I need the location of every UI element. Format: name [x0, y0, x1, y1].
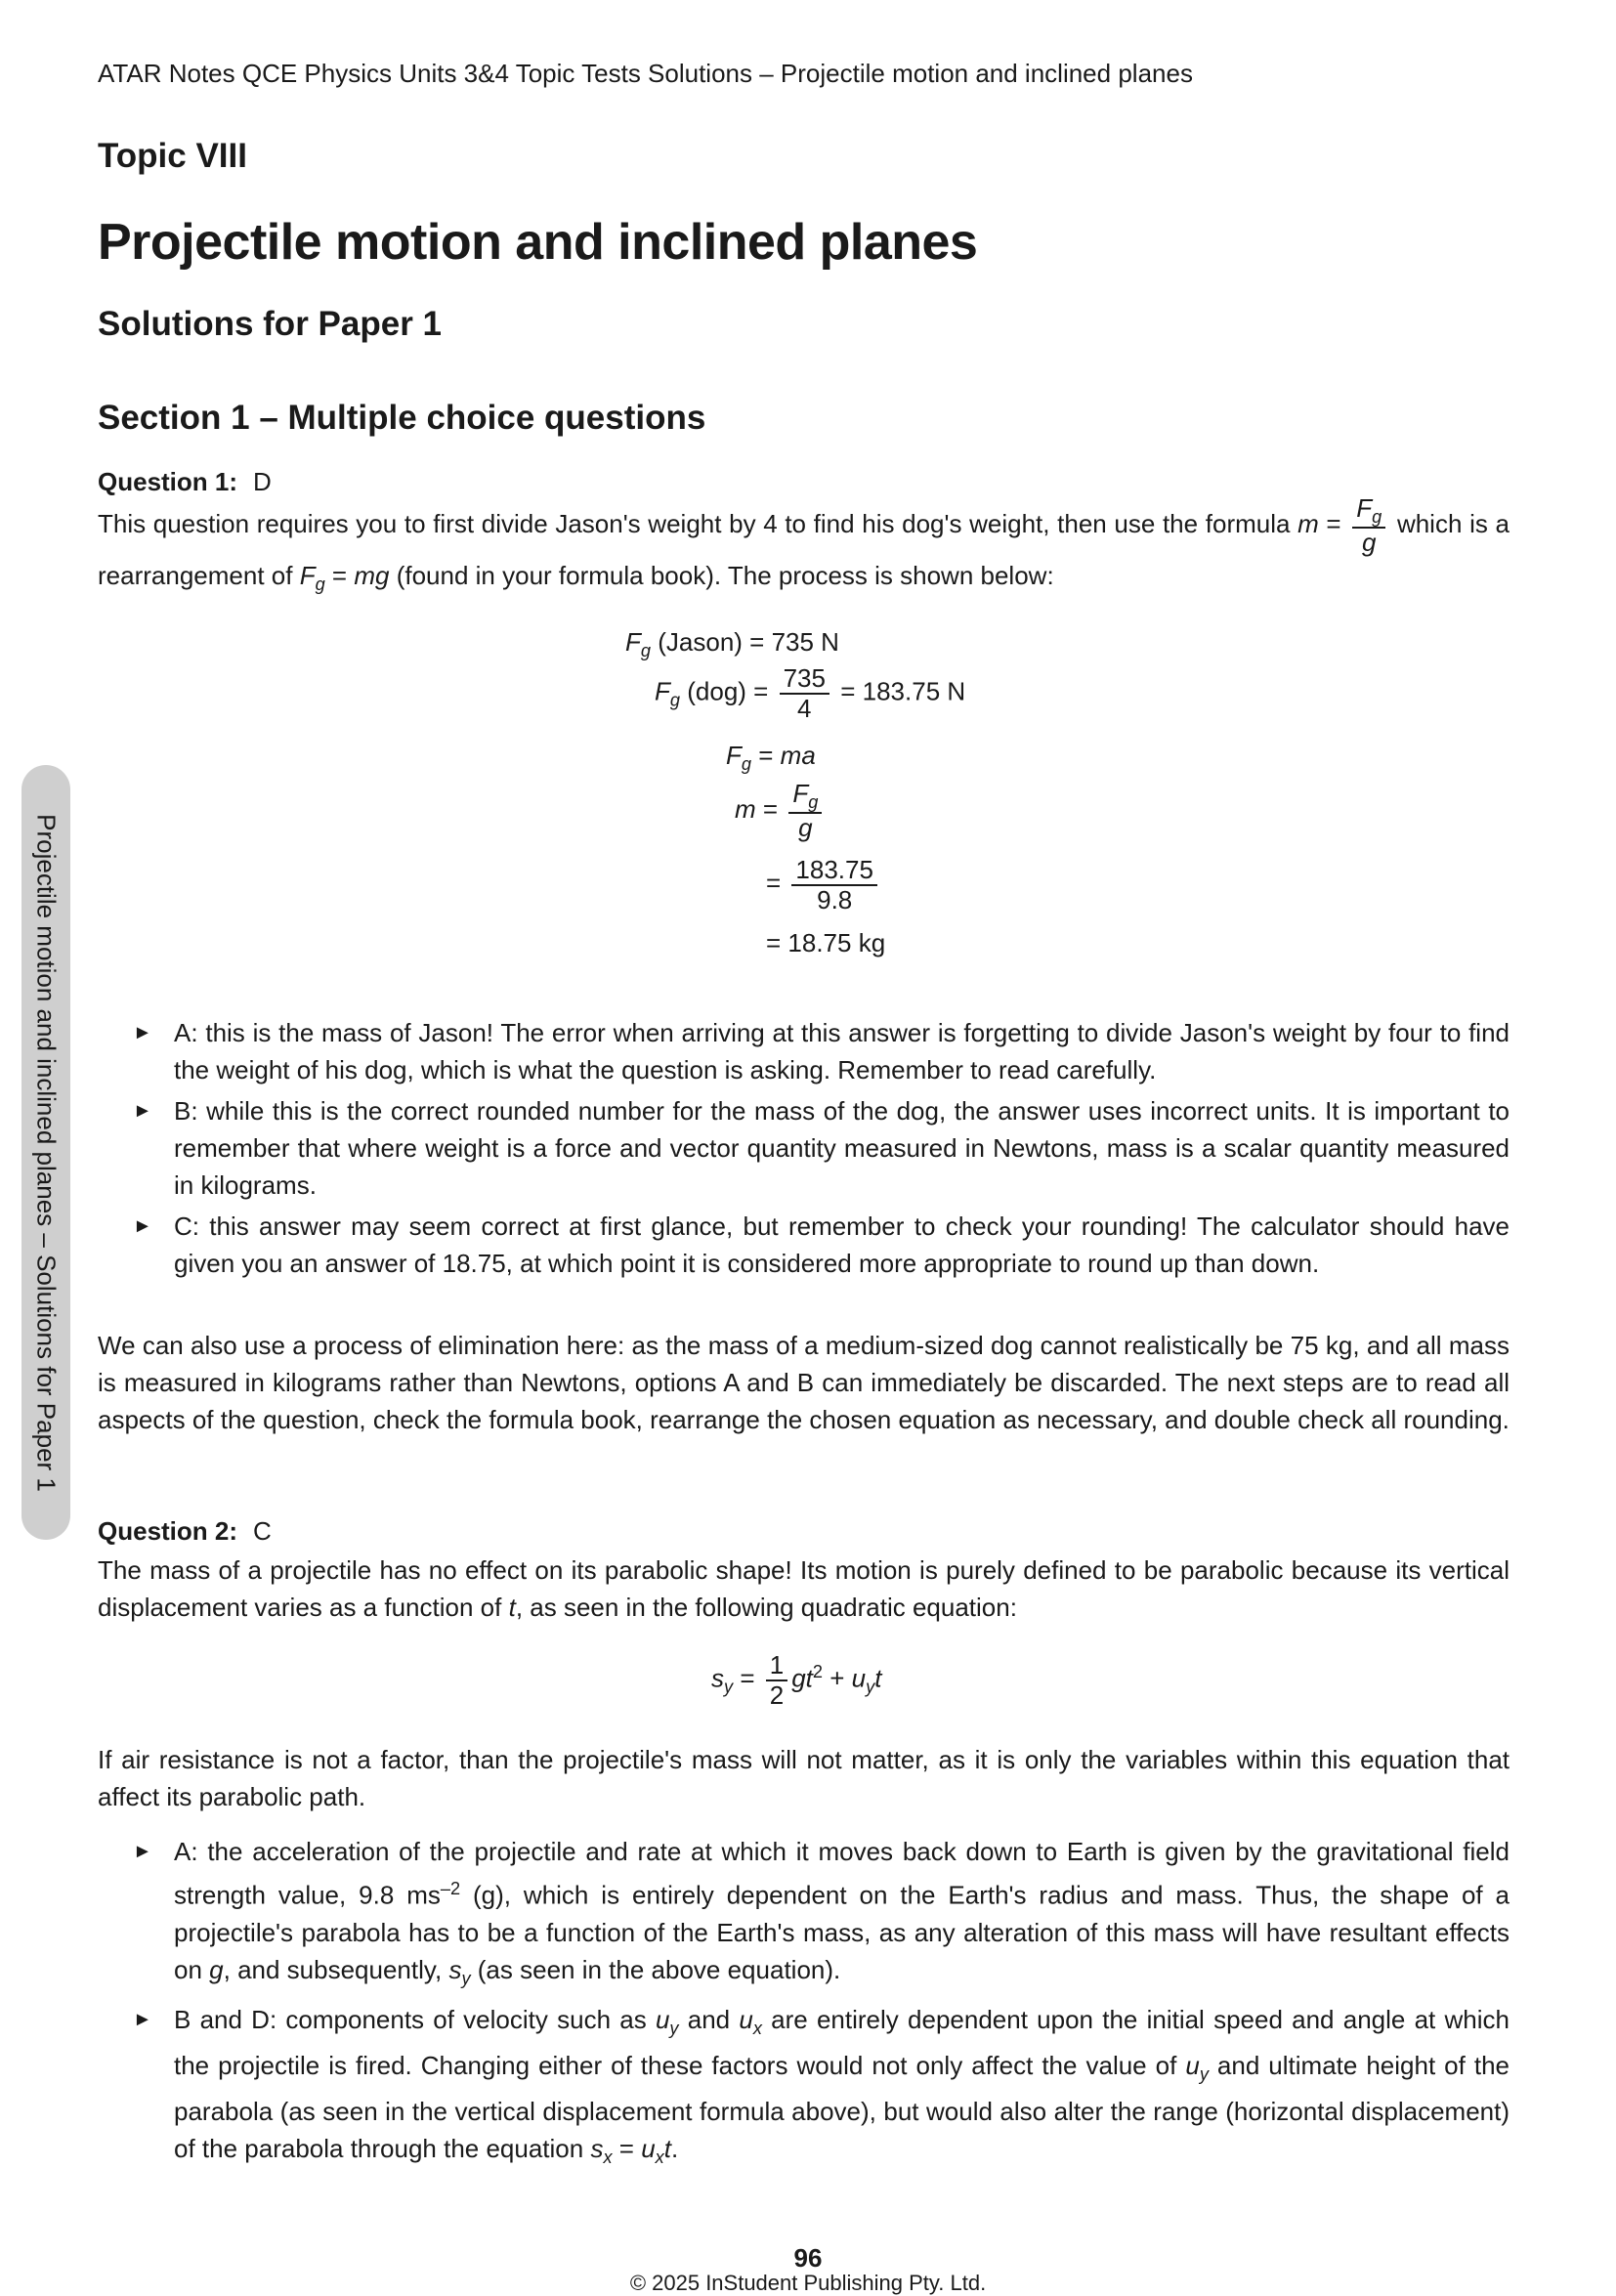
q1-bullet-c-text: C: this answer may seem correct at first glance, but remember to check your rounding! The calculator should have given you an answer of 18.75, at which point it is considered more appropriate to round up than down. [174, 1212, 1510, 1278]
question-2-heading [98, 1516, 272, 1547]
arrow-bullet-icon: ► [133, 2008, 152, 2030]
side-tab [21, 765, 70, 1540]
arrow-bullet-icon: ► [133, 1100, 152, 1122]
working-line-5: = $\frac{183.75}{9.8}$ [766, 856, 881, 914]
fraction-183-denominator: 9.8 [817, 884, 853, 914]
arrow-bullet-icon: ► [133, 1022, 152, 1043]
question-1-answer: D [253, 467, 272, 496]
q2-bullet-a-text-2: (g), which is entirely dependent on the Earth's radius and mass. Thus, the shape of a projectile's parabola has to be a function of the Earth's mass, as any alteration of this mass will have resultant effects on [174, 1880, 1510, 1984]
list-item [133, 1092, 1510, 1204]
fraction-735-over-4 [780, 664, 829, 722]
q1-bullet-a-text: A: this is the mass of Jason! The error when arriving at this answer is forgetting to divide Jason's weight by four to find the weight of his dog, which is what the question is asking. Remember to read carefully. [174, 1018, 1510, 1084]
working-line-3: $F_g$ = ma [726, 741, 816, 775]
question-1-heading [98, 467, 272, 497]
q2-bullet-bd-text-3: are entirely dependent upon the initial speed and angle at which the projectile is fired. Changing either of these factors would not only affect the value of [174, 2004, 1510, 2081]
list-item: ► A: the acceleration of the projectile and rate at which it moves back down to Earth is given by the gravitational field strength value, 9.8 $ms^{-2}$ (g), which is entirely dependent on the Earth's radius and mass. Thus, the shape of a projectile's parabola has to be a function of the Earth's mass, as any alteration of this mass will have resultant effects on g, and subsequently, $s_y$ (as seen in the above equation). [133, 1833, 1510, 1997]
fraction-fg-over-g-working: $\frac{F_g}{g}$ [788, 780, 822, 842]
topic-label: Topic VIII [98, 137, 247, 175]
q2-bullet-bd-text-2: and [687, 2004, 731, 2034]
fraction-183-numerator: 183.75 [791, 856, 877, 886]
side-tab-label: Projectile motion and inclined planes – Solutions for Paper 1 [31, 813, 62, 1492]
q2-bullet-a-text-4: (as seen in the above equation). [477, 1954, 841, 1984]
question-2-bullets [133, 1833, 1510, 2180]
question-2-intro: The mass of a projectile has no effect on its parabolic shape! Its motion is purely defined to be parabolic because its vertical displacement varies as a function of t, as seen in the following quadratic equation: [98, 1555, 1510, 1622]
question-1-bullets [133, 1014, 1510, 1286]
fraction-one-half: $\frac{1}{2}$ [766, 1651, 787, 1709]
arrow-bullet-icon: ► [133, 1215, 152, 1237]
q1-intro-rearrangement: is a rearrangement of [98, 508, 1510, 590]
q1-bullet-b-text: B: while this is the correct rounded number for the mass of the dog, the answer uses incorrect units. It is important to remember that where weight is a force and vector quantity measured in Newtons, mass is a scalar quantity measured in kilograms. [174, 1096, 1510, 1200]
copyright: © 2025 InStudent Publishing Pty. Ltd. [629, 2271, 987, 2295]
arrow-bullet-icon: ► [133, 1841, 152, 1862]
working-line-4: m = $\frac{F_g}{g}$ [735, 780, 826, 842]
question-2-label: Question 2: [98, 1516, 238, 1546]
running-head: ATAR Notes QCE Physics Units 3&4 Topic Tests Solutions – Projectile motion and inclined planes [98, 59, 1193, 88]
list-item [133, 1208, 1510, 1282]
question-2-after-equation: If air resistance is not a factor, than the projectile's mass will not matter, as it is only the variables within this equation that affect its parabolic path. [98, 1745, 1510, 1811]
question-1-elimination: We can also use a process of elimination here: as the mass of a medium-sized dog cannot realistically be 75 kg, and all mass is measured in kilograms rather than Newtons, options A and B can immediately be discarded. The next steps are to read all aspects of the question, check the formula book, rearrange the chosen equation as necessary, and double check all rounding. [98, 1331, 1510, 1434]
q2-bullet-bd-text-1: B and D: components of velocity such as [174, 2004, 647, 2034]
page-subtitle: Solutions for Paper 1 [98, 305, 442, 343]
page-title: Projectile motion and inclined planes [98, 214, 978, 271]
working-line-1: $F_g$ (Jason) = 735 N [625, 627, 839, 661]
working-line-2-result: = 183.75 N [840, 676, 966, 706]
list-item: ► B and D: components of velocity such as $u_y$ and $u_x$ are entirely dependent upon the initial speed and angle at which the projectile is fired. Changing either of these factors would not only affect the value of $u_y$ and ultimate height of the parabola (as seen in the vertical displacement formula above), but would also alter the range (horizontal displacement) of the parabola through the equation $s_x = u_xt$. [133, 2001, 1510, 2177]
page-number: 96 [793, 2243, 823, 2273]
question-1-label: Question 1: [98, 467, 238, 496]
vertical-displacement-equation: $s_y$ = $\frac{1}{2}$ $gt^2 + u_yt$ [711, 1650, 882, 1710]
q1-intro-which: which [1396, 508, 1463, 538]
section-heading: Section 1 – Multiple choice questions [98, 399, 706, 437]
question-2-answer: C [253, 1516, 272, 1546]
q2-bullet-a-text-3: , and subsequently, [223, 1954, 443, 1984]
fraction-735-denominator: 4 [797, 693, 812, 723]
fraction-735-numerator: 735 [780, 664, 829, 695]
working-line-6-text: = 18.75 kg [766, 928, 886, 957]
q1-intro-process: (found in your formula book). The process is shown below: [396, 560, 1054, 590]
q2-bullet-bd-text-4: and ultimate height of the parabola (as seen in the vertical displacement formula above), but would also alter the range (horizontal displacement) of the parabola through the equation [174, 2051, 1510, 2164]
q2-bullet-a-text-1: A: the acceleration of the projectile and rate at which it moves back down to Earth is given by the gravitational field strength value, 9.8 ms [174, 1837, 1510, 1910]
working-line-6 [766, 928, 885, 958]
working-line-2: $F_g$ (dog) = $\frac{735}{4}$ = 183.75 N [655, 663, 966, 723]
q2-intro-tail: , as seen in the following quadratic equation: [515, 1593, 1017, 1622]
working-line-2-text: (dog) = [687, 676, 769, 706]
question-1-intro: This question requires you to first divide Jason's weight by 4 to find his dog's weight, then use the formula m = $\frac{F_g}{g}$ which is a rearrangement of $F_g$ = mg (found in your formula book). The process is shown below: [98, 493, 1510, 594]
working-line-1-text: (Jason) = 735 N [658, 627, 839, 657]
fraction-183-over-9-8 [791, 856, 877, 914]
fraction-fg-over-g: $\frac{F_g}{g}$ [1352, 494, 1385, 557]
q2-intro-text: The mass of a projectile has no effect on its parabolic shape! Its motion is purely defined to be parabolic because its vertical displacement varies as a function of [98, 1555, 1510, 1622]
list-item [133, 1014, 1510, 1088]
q1-intro-text: This question requires you to first divide Jason's weight by 4 to find his dog's weight, then use the formula [98, 508, 1291, 538]
